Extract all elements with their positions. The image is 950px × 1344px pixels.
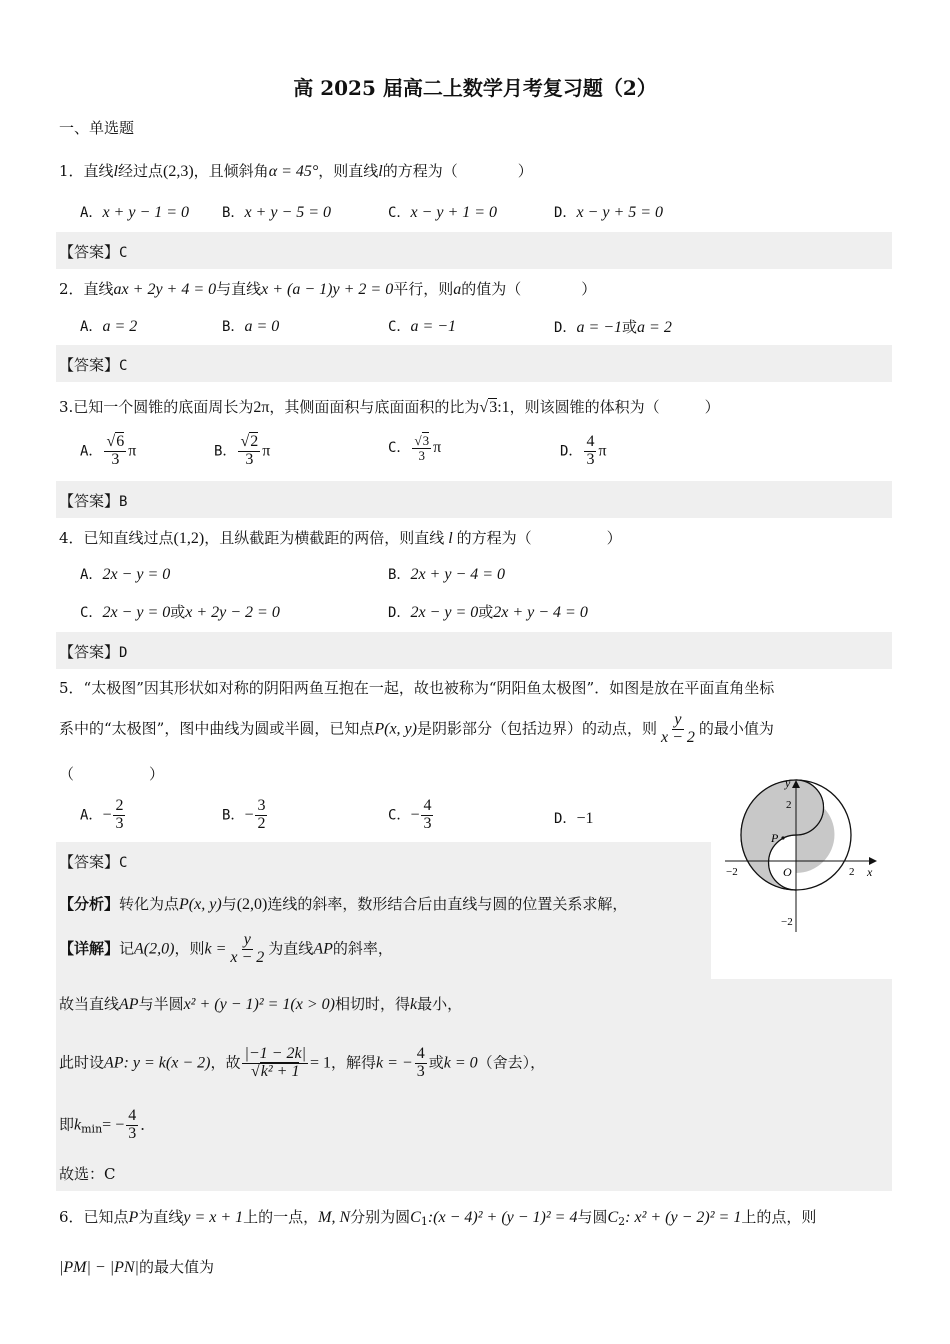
q6-mn: M, N <box>318 1209 351 1226</box>
q5-setup-d: （舍去）， <box>477 1053 546 1072</box>
q5-setup-a: 此时设 <box>59 1053 105 1072</box>
q3-option-b[interactable] <box>214 434 270 469</box>
q4-stem <box>59 527 622 548</box>
q5-option-c-frac <box>421 798 433 833</box>
q5-tangent-c: 相切时，得 <box>334 995 410 1013</box>
q1-text-d: ，则直线 <box>318 162 379 180</box>
q5-detail-frac-den: x − 2 <box>230 948 265 966</box>
q5-option-b[interactable] <box>222 798 269 833</box>
q5-result-frac <box>126 1108 138 1143</box>
p-label: P <box>771 831 779 845</box>
q5-tangent-eq: x² + (y − 1)² = 1(x > 0) <box>183 996 335 1013</box>
q2-answer-value: C <box>119 358 128 374</box>
q4-option-a-value: 2x − y = 0 <box>102 566 171 583</box>
q5-setup-or: 或 <box>428 1053 444 1072</box>
q3-option-a-label: A． <box>80 443 103 460</box>
q3-text-c: ，则该圆锥的体积为（ ） <box>509 398 720 416</box>
q2-text-a: 2．直线 <box>59 280 114 298</box>
q6-stem-line1 <box>59 1206 816 1228</box>
q5-setup-frac: $\frac{|-1 - 2k|}{\text{√k² + 1}}$ <box>244 1045 306 1080</box>
q4-option-d[interactable] <box>388 601 588 622</box>
q5-option-b-den: 2 <box>257 814 266 832</box>
q4-var-l: l <box>448 530 453 547</box>
q3-ratio-tail: :1 <box>497 399 510 416</box>
q1-option-b-label: B． <box>222 205 245 221</box>
q5-tangent-k: k <box>410 996 418 1013</box>
q4-option-c-or: 或 <box>170 603 186 621</box>
q5-line2-b: 是阴影部分（包括边界）的动点，则 <box>416 719 657 738</box>
q5-option-a[interactable] <box>80 798 127 833</box>
q5-tangent-AP: AP <box>119 996 139 1013</box>
q1-option-d-value: x − y + 5 = 0 <box>576 204 664 221</box>
q4-option-a-label: A． <box>80 567 103 583</box>
q4-option-d-or: 或 <box>478 603 494 621</box>
q4-option-b-value: 2x + y − 4 = 0 <box>410 566 506 583</box>
q4-answer <box>59 641 127 662</box>
q3-answer-value: B <box>119 494 128 510</box>
q6-c2-sub: 2 <box>618 1215 626 1228</box>
q5-detail-A: A(2,0) <box>134 940 175 958</box>
q5-result <box>59 1108 155 1143</box>
q4-option-b[interactable] <box>388 564 505 584</box>
q5-setup <box>59 1046 545 1081</box>
q5-detail-a: 记 <box>119 939 135 958</box>
q2-var-a: a <box>453 281 462 298</box>
q3-option-a-pi: π <box>128 442 137 460</box>
q6-text-e: 与圆 <box>577 1208 608 1226</box>
origin-label: O <box>783 865 792 879</box>
q2-option-a-label: A． <box>80 319 103 335</box>
q3-option-b-label: B． <box>214 443 237 460</box>
q5-result-a: 即 <box>59 1115 75 1134</box>
page-title: 高 2025 届高二上数学月考复习题（2） <box>293 76 657 100</box>
q1-answer-value: C <box>119 245 128 261</box>
q1-text-a: 1．直线 <box>59 162 114 180</box>
q3-option-b-frac: $\frac{√2}{3}$ <box>240 433 259 468</box>
q6-line-eq: y = x + 1 <box>183 1209 244 1226</box>
q3-option-a-den: 3 <box>111 450 120 468</box>
q3-option-d-pi: π <box>598 442 607 460</box>
q4-option-a[interactable] <box>80 564 170 584</box>
q3-stem <box>59 396 720 417</box>
q6-stem-line2 <box>59 1256 214 1277</box>
q5-result-eq: = − <box>102 1116 125 1134</box>
q5-analysis-c: 连线的斜率，数形结合后由直线与圆的位置关系求解， <box>267 895 628 913</box>
q5-option-d[interactable] <box>554 808 593 828</box>
q2-option-d-or: 或 <box>622 318 638 336</box>
q1-text-e: 的方程为（ ） <box>382 162 533 180</box>
q5-frac-num: y <box>674 711 682 728</box>
q5-tangent-a: 故当直线 <box>59 995 120 1013</box>
q1-text-b: 经过点 <box>118 162 164 180</box>
q5-setup-kfrac-den: 3 <box>416 1062 425 1080</box>
q6-text-d: 分别为圆 <box>350 1208 411 1226</box>
q2-option-c-value: a = −1 <box>410 318 457 335</box>
q3-option-b-pi: π <box>262 442 271 460</box>
q5-option-a-frac <box>113 798 125 833</box>
y-axis-label: y <box>785 776 791 790</box>
q5-option-c-label: C． <box>388 807 411 824</box>
q5-result-end: ． <box>140 1115 156 1134</box>
q1-text-c: ，且倾斜角 <box>193 162 269 180</box>
q6-text-b: 为直线 <box>138 1208 184 1226</box>
q5-option-b-minus: − <box>244 806 254 824</box>
q5-tangent <box>59 993 462 1014</box>
q3-option-a-frac: $\frac{√6}{3}$ <box>106 433 125 468</box>
q5-option-a-minus: − <box>102 806 112 824</box>
q1-option-b[interactable] <box>222 202 331 222</box>
q3-option-c-frac: $\frac{√3}{3}$ <box>414 433 430 463</box>
q2-option-a[interactable] <box>80 316 137 336</box>
q5-detail <box>59 932 393 967</box>
q6-text-c: 上的一点， <box>243 1208 319 1226</box>
tick-x-pos: 2 <box>849 866 855 878</box>
q5-detail-AP: AP <box>313 940 333 958</box>
q3-ratio: √3:1 <box>479 399 510 416</box>
q6-expr: |PM| − |PN| <box>59 1259 139 1276</box>
q3-option-d-num: 4 <box>586 433 595 450</box>
q4-point: (1,2) <box>173 530 205 547</box>
q5-detail-frac <box>228 932 266 967</box>
q2-line1: ax + 2y + 4 = 0 <box>113 281 217 298</box>
q2-line2: x + (a − 1)y + 2 = 0 <box>261 281 394 298</box>
q5-answer-prefix: 【答案】 <box>59 853 120 871</box>
q5-frac-den: x − 2 <box>661 728 695 746</box>
q5-option-b-num: 3 <box>257 797 266 814</box>
answer-box-q1 <box>56 232 892 269</box>
q2-option-d-label: D． <box>554 320 577 336</box>
q3-option-d-den: 3 <box>586 450 595 468</box>
q2-text-d: 的值为（ ） <box>461 280 597 298</box>
q2-text-c: 平行，则 <box>393 280 454 298</box>
q4-option-d-value2: 2x + y − 4 = 0 <box>493 604 588 621</box>
q4-option-c-label: C． <box>80 605 103 621</box>
q3-option-a-root: 6 <box>116 433 125 450</box>
q4-answer-value: D <box>119 645 128 661</box>
q5-setup-kfrac-num: 4 <box>416 1045 425 1062</box>
q4-option-c-value1: 2x − y = 0 <box>102 604 171 621</box>
q5-setup-den: k² + 1 <box>260 1062 300 1080</box>
q5-analysis-pt: P(x, y) <box>179 896 222 913</box>
q5-analysis-pt2: (2,0) <box>236 896 268 913</box>
q3-option-c-root: 3 <box>422 433 430 448</box>
q1-var-l2: l <box>378 163 383 180</box>
q5-detail-c: 为直线 <box>268 939 314 958</box>
q5-setup-k: k = − <box>376 1054 413 1072</box>
q4-text-a: 4．已知直线过点 <box>59 529 174 547</box>
q5-fraction <box>659 712 697 747</box>
q4-text-c: 的方程为（ ） <box>456 529 622 547</box>
q4-answer-prefix: 【答案】 <box>59 643 120 661</box>
answer-box-q3 <box>56 481 892 518</box>
q6-c2: C <box>607 1209 619 1226</box>
q2-option-b[interactable] <box>222 316 279 336</box>
q6-var-p: P <box>128 1209 139 1226</box>
q3-option-c-pi: π <box>433 439 442 457</box>
q3-option-d-frac <box>584 434 596 469</box>
q2-option-d-tail: a = 2 <box>637 319 672 336</box>
q1-option-a-value: x + y − 1 = 0 <box>102 204 190 221</box>
q5-setup-eq: AP: y = k(x − 2) <box>104 1054 211 1072</box>
q5-analysis-a: 转化为点 <box>119 895 180 913</box>
q3-perimeter: 2π <box>253 399 270 416</box>
q3-answer <box>59 490 127 511</box>
q5-line2-a: 系中的“太极图”，图中曲线为圆或半圆，已知点 <box>59 719 375 738</box>
q1-stem <box>59 160 533 181</box>
q5-detail-k: k = <box>204 940 227 958</box>
q3-option-a[interactable] <box>80 434 136 469</box>
q5-tangent-d: 最小， <box>417 995 463 1013</box>
q5-detail-tag: 【详解】 <box>59 939 120 958</box>
q2-option-b-label: B． <box>222 319 245 335</box>
tick-x-neg: −2 <box>726 866 738 878</box>
q5-setup-k0: k = 0 <box>443 1054 478 1072</box>
answer-box-q2 <box>56 345 892 382</box>
q5-answer <box>59 851 127 872</box>
q2-option-a-value: a = 2 <box>102 318 138 335</box>
section-heading: 一、单选题 <box>59 119 135 137</box>
x-axis-label: x <box>867 865 873 879</box>
q6-text-g: 的最大值为 <box>138 1258 214 1276</box>
q5-option-b-label: B． <box>222 807 245 824</box>
q1-option-a-label: A． <box>80 205 103 221</box>
q3-text-a: 3.已知一个圆锥的底面周长为 <box>59 398 254 416</box>
q5-option-b-frac <box>255 798 267 833</box>
q5-detail-frac-num: y <box>243 931 251 948</box>
q2-stem <box>59 278 596 299</box>
q1-angle: α = 45° <box>268 163 319 180</box>
q5-point: P(x, y) <box>374 720 417 738</box>
q5-result-k: k <box>74 1116 82 1134</box>
q1-option-c-label: C． <box>388 205 411 221</box>
q5-option-d-value: −1 <box>576 810 594 827</box>
q5-setup-num: |−1 − 2k| <box>244 1045 306 1062</box>
q4-option-b-label: B． <box>388 567 411 583</box>
q5-result-den: 3 <box>128 1124 137 1142</box>
q3-option-b-root: 2 <box>250 433 259 450</box>
q6-c1-eq: :(x − 4)² + (y − 1)² = 4 <box>427 1209 578 1226</box>
q3-option-d-label: D． <box>560 443 583 460</box>
q5-tangent-b: 与半圆 <box>138 995 184 1013</box>
answer-box-q4 <box>56 632 892 669</box>
q2-option-c-label: C． <box>388 319 411 335</box>
q5-analysis <box>59 893 627 914</box>
q1-answer-prefix: 【答案】 <box>59 243 120 261</box>
q5-answer-value: C <box>119 855 128 871</box>
q2-option-d[interactable] <box>554 316 672 337</box>
q5-option-a-den: 3 <box>115 814 124 832</box>
q5-option-c[interactable] <box>388 798 435 833</box>
q1-answer <box>59 241 127 262</box>
taiji-figure <box>715 772 885 942</box>
q5-detail-d: 的斜率， <box>332 939 393 958</box>
q5-option-a-label: A． <box>80 807 103 824</box>
tick-y-neg: −2 <box>781 916 793 928</box>
q1-point: (2,3) <box>163 163 194 180</box>
q5-paren: （ ） <box>59 765 165 783</box>
q2-text-b: 与直线 <box>216 280 262 298</box>
q5-stem-line2 <box>59 712 774 747</box>
q3-answer-prefix: 【答案】 <box>59 492 120 510</box>
q2-option-b-value: a = 0 <box>244 318 280 335</box>
q6-c2-eq: : x² + (y − 2)² = 1 <box>625 1209 742 1226</box>
q3-option-d[interactable] <box>560 434 607 469</box>
q6-text-a: 6．已知点 <box>59 1208 129 1226</box>
q1-option-c-value: x − y + 1 = 0 <box>410 204 498 221</box>
q2-answer <box>59 354 127 375</box>
q1-option-b-value: x + y − 5 = 0 <box>244 204 332 221</box>
q5-stem-line1: 5．“太极图”因其形状如对称的阴阳两鱼互抱在一起，故也被称为“阴阳鱼太极图”．如图是放在平面直角坐标 <box>59 679 775 697</box>
q5-setup-kfrac <box>415 1046 427 1081</box>
q5-result-num: 4 <box>128 1107 137 1124</box>
q1-option-a[interactable] <box>80 202 189 222</box>
q5-result-sub: min <box>81 1122 103 1136</box>
q5-analysis-b: 与 <box>221 895 237 913</box>
q5-option-c-num: 4 <box>423 797 432 814</box>
q3-option-b-den: 3 <box>245 450 254 468</box>
q6-c1: C <box>410 1209 421 1226</box>
q5-option-c-minus: − <box>410 806 420 824</box>
point-p <box>781 836 784 839</box>
q3-option-c-den: 3 <box>418 447 425 463</box>
q2-option-d-value: a = −1 <box>576 319 623 336</box>
q5-setup-b: ，故 <box>210 1053 241 1072</box>
q1-option-d[interactable] <box>554 202 663 222</box>
tick-y-pos: 2 <box>786 799 792 811</box>
q1-option-d-label: D． <box>554 205 577 221</box>
q4-option-c[interactable] <box>80 601 280 622</box>
q6-text-f: 上的点，则 <box>741 1208 817 1226</box>
q5-line2-c: 的最小值为 <box>698 719 774 738</box>
q3-ratio-root: 3 <box>489 399 498 416</box>
q5-option-a-num: 2 <box>115 797 124 814</box>
q3-text-b: ，其侧面面积与底面面积的比为 <box>269 398 480 416</box>
q4-text-b: ，且纵截距为横截距的两倍，则直线 <box>204 529 445 547</box>
q5-setup-eq2: = 1 <box>309 1054 331 1072</box>
q1-var-l: l <box>113 163 118 180</box>
q6-c1-sub: 1 <box>420 1215 428 1228</box>
q5-detail-b: ，则 <box>174 939 205 958</box>
q4-option-d-value1: 2x − y = 0 <box>410 604 479 621</box>
q5-option-c-den: 3 <box>423 814 432 832</box>
q3-option-c[interactable] <box>388 434 441 462</box>
q5-analysis-tag: 【分析】 <box>59 895 120 913</box>
q5-option-d-label: D． <box>554 811 577 827</box>
q2-option-c[interactable] <box>388 316 456 336</box>
q5-setup-c: ，解得 <box>331 1053 377 1072</box>
q1-option-c[interactable] <box>388 202 497 222</box>
q4-option-d-label: D． <box>388 605 411 621</box>
q2-answer-prefix: 【答案】 <box>59 356 120 374</box>
q3-option-c-label: C． <box>388 440 411 457</box>
q4-option-c-value2: x + 2y − 2 = 0 <box>185 604 280 621</box>
q5-choose: 故选：C <box>59 1165 116 1183</box>
